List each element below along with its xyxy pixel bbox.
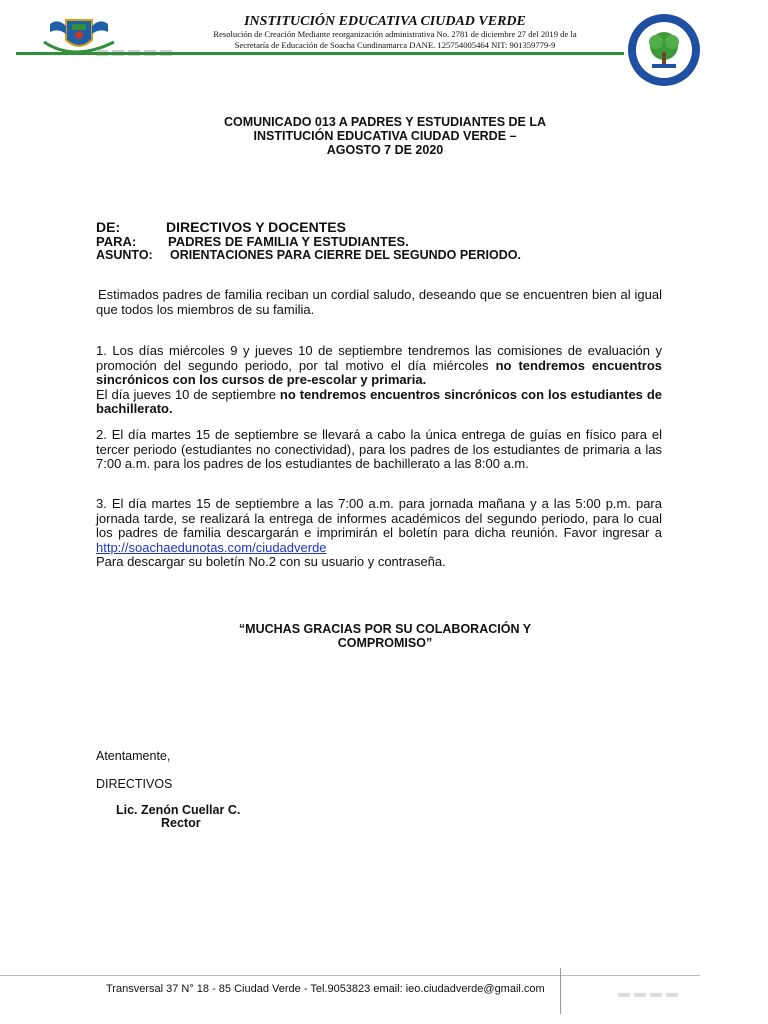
subject-line xyxy=(96,248,521,262)
signer-name: Lic. Zenón Cuellar C. xyxy=(116,803,241,817)
item-1-bold-b: no tendremos encuentros sincrónicos con los estudiantes de bachillerato. xyxy=(96,386,662,416)
item-1-text-b: El día jueves 10 de septiembre xyxy=(96,386,280,402)
resolution-text xyxy=(180,29,610,51)
from-value: DIRECTIVOS Y DOCENTES xyxy=(166,219,346,235)
item-2-paragraph: 2. El día martes 15 de septiembre se llevará a cabo la única entrega de guías en físico para el tercer periodo (estudiantes no conectividad), para los padres de los estudiantes de primaria a las 7:00 a.m. para los padres de los estudiantes de bachillerato a las 8:00 a.m. xyxy=(96,427,662,471)
institution-name: INSTITUCIÓN EDUCATIVA CIUDAD VERDE xyxy=(244,14,526,29)
thanks-message xyxy=(180,622,590,650)
to-value: PADRES DE FAMILIA Y ESTUDIANTES. xyxy=(168,234,409,249)
to-line xyxy=(96,234,409,249)
report-card-link[interactable]: http://soachaedunotas.com/ciudadverde xyxy=(96,539,327,555)
subject-key: ASUNTO: xyxy=(96,248,153,262)
footer-watermark xyxy=(618,986,678,994)
thanks-line-1: “MUCHAS GRACIAS POR SU COLABORACIÓN Y xyxy=(238,622,532,636)
item-1-bold-a: no tendremos encuentros sincrónicos con los cursos de pre-escolar y primaria. xyxy=(96,357,662,387)
signer-role: Rector xyxy=(161,816,201,830)
item-1-paragraph xyxy=(96,344,662,417)
title-line-2: INSTITUCIÓN EDUCATIVA CIUDAD VERDE – xyxy=(253,129,517,143)
from-key: DE: xyxy=(96,219,121,235)
to-key: PARA: xyxy=(96,234,137,249)
header-divider xyxy=(16,52,624,55)
item-1-text-a: 1. Los días miércoles 9 y jueves 10 de septiembre tendremos las comisiones de evaluación y promoción del segundo periodo, por tal motivo el día miércoles xyxy=(96,343,662,373)
thanks-line-2: COMPROMISO” xyxy=(337,636,433,650)
from-line xyxy=(96,219,346,235)
closing-from: DIRECTIVOS xyxy=(96,777,173,791)
footer-divider xyxy=(0,975,700,976)
closing-regards: Atentamente, xyxy=(96,749,171,763)
item-3-paragraph xyxy=(96,497,662,570)
resolution-line-1: Resolución de Creación Mediante reorganización administrativa No. 2781 de diciembre 27 del 2019 de la xyxy=(213,29,577,39)
footer-address: Transversal 37 N° 18 - 85 Ciudad Verde - Tel.9053823 email: ieo.ciudadverde@gmail.com xyxy=(106,983,545,995)
item-3-text-b: Para descargar su boletín No.2 con su usuario y contraseña. xyxy=(96,554,446,569)
item-3-text-a: 3. El día martes 15 de septiembre a las 7:00 a.m. para jornada mañana y a las 5:00 p.m. para jornada tarde, se realizará la entrega de informes académicos del segundo periodo, para lo cual los padres de familia descargarán e imprimirán el boletín para dicha reunión. Favor ingresar a xyxy=(96,496,662,540)
title-line-1: COMUNICADO 013 A PADRES Y ESTUDIANTES DE LA xyxy=(223,115,547,129)
subject-value: ORIENTACIONES PARA CIERRE DEL SEGUNDO PERIODO. xyxy=(170,248,521,262)
document-title xyxy=(120,115,650,157)
greeting-paragraph: Estimados padres de familia reciban un cordial saludo, deseando que se encuentren bien al igual que todos los miembros de su familia. xyxy=(96,287,662,317)
resolution-line-2: Secretaría de Educación de Soacha Cundinamarca DANE. 125754005464 NIT: 901359779-9 xyxy=(234,40,556,50)
title-line-3: AGOSTO 7 DE 2020 xyxy=(326,143,444,157)
institution-seal xyxy=(626,12,702,88)
